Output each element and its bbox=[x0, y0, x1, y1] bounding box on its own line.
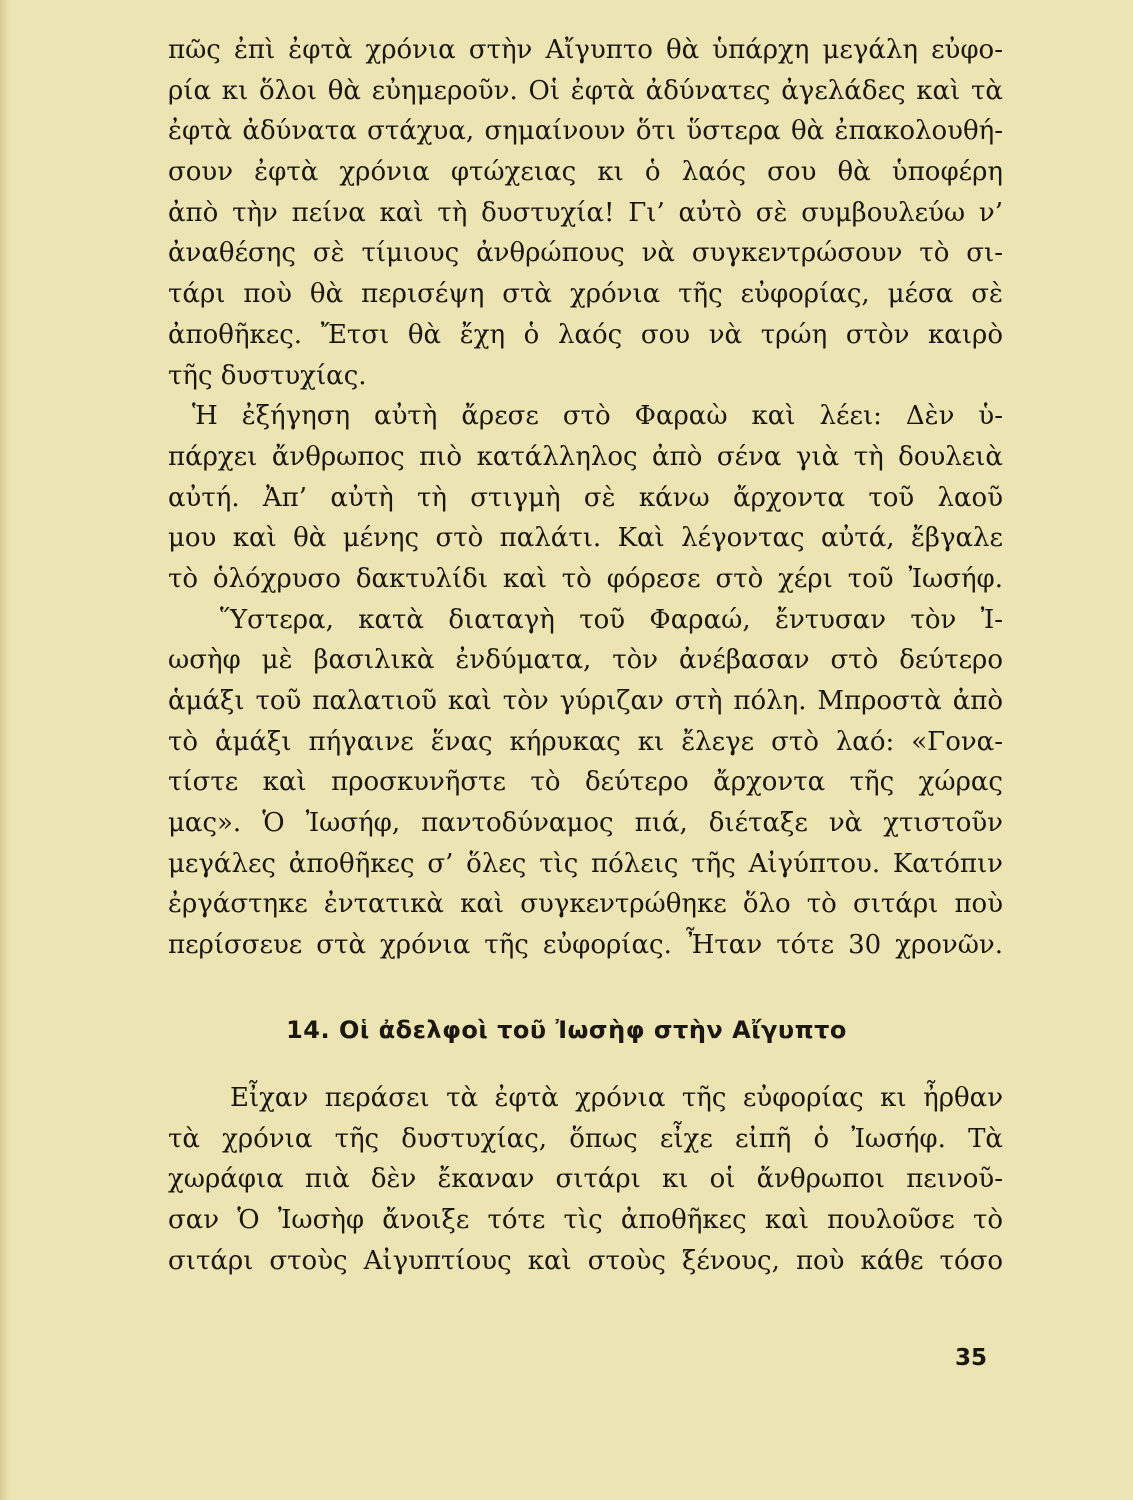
text-line: σουν ἐφτὰ χρόνια φτώχειας κι ὁ λαός σου θὰ ὑποφέρη bbox=[168, 157, 1003, 188]
text-line: αὐτή. Ἀπ’ αὐτὴ τὴ στιγμὴ σὲ κάνω ἄρχοντα τοῦ λαοῦ bbox=[168, 482, 1003, 513]
text-line: τάρι ποὺ θὰ περισέψη στὰ χρόνια τῆς εὐφορίας, μέσα σὲ bbox=[168, 279, 1003, 310]
text-line: ἀπὸ τὴν πείνα καὶ τὴ δυστυχία! Γι’ αὐτὸ σὲ συμβουλεύω ν’ bbox=[168, 197, 1003, 228]
page-number: 35 bbox=[955, 1345, 988, 1371]
text-line: σαν Ὁ Ἰωσὴφ ἄνοιξε τότε τὶς ἀποθῆκες καὶ πουλοῦσε τὸ bbox=[168, 1205, 1003, 1236]
text-line: σιτάρι στοὺς Αἰγυπτίους καὶ στοὺς ξένους, ποὺ κάθε τόσο bbox=[168, 1245, 1003, 1276]
text-line: ωσὴφ μὲ βασιλικὰ ἐνδύματα, τὸν ἀνέβασαν στὸ δεύτερο bbox=[168, 645, 1003, 676]
body-text-bottom bbox=[168, 1078, 1003, 1281]
text-line: ἁμάξι τοῦ παλατιοῦ καὶ τὸν γύριζαν στὴ πόλη. Μπροστὰ ἀπὸ bbox=[168, 686, 1003, 716]
text-line: ρία κι ὅλοι θὰ εὐημεροῦν. Οἱ ἐφτὰ ἀδύνατες ἀγελάδες καὶ τὰ bbox=[168, 75, 1003, 106]
chapter-heading: 14. Οἱ ἀδελφοὶ τοῦ Ἰωσὴφ στὴν Αἴγυπτο bbox=[286, 1016, 847, 1044]
text-line: περίσσευε στὰ χρόνια τῆς εὐφορίας. Ἦταν τότε 30 χρονῶν. bbox=[168, 930, 1003, 961]
text-line: τῆς δυστυχίας. bbox=[168, 360, 367, 391]
text-line: μεγάλες ἀποθῆκες σ’ ὅλες τὶς πόλεις τῆς Αἰγύπτου. Κατόπιν bbox=[168, 848, 1003, 879]
text-line: τίστε καὶ προσκυνῆστε τὸ δεύτερο ἄρχοντα τῆς χώρας bbox=[168, 767, 1003, 798]
text-line: χωράφια πιὰ δὲν ἔκαναν σιτάρι κι οἱ ἄνθρωποι πεινοῦ- bbox=[168, 1164, 1003, 1195]
text-line: τὸ ὁλόχρυσο δακτυλίδι καὶ τὸ φόρεσε στὸ χέρι τοῦ Ἰωσήφ. bbox=[168, 563, 1003, 594]
text-line: τὰ χρόνια τῆς δυστυχίας, ὅπως εἶχε εἰπῆ ὁ Ἰωσήφ. Τὰ bbox=[168, 1123, 1003, 1154]
page-edge-shadow bbox=[0, 0, 10, 1500]
text-line: πάρχει ἄνθρωπος πιὸ κατάλληλος ἀπὸ σένα γιὰ τὴ δουλειὰ bbox=[168, 441, 1003, 472]
paragraph-start-line: Ἡ ἐξήγηση αὐτὴ ἄρεσε στὸ Φαραὼ καὶ λέει: Δὲν ὑ- bbox=[192, 401, 1003, 432]
paragraph-start-line: Ὕστερα, κατὰ διαταγὴ τοῦ Φαραώ, ἔντυσαν τὸν Ἰ- bbox=[220, 604, 1003, 635]
text-line: μας». Ὁ Ἰωσήφ, παντοδύναμος πιά, διέταξε νὰ χτιστοῦν bbox=[168, 808, 1003, 839]
body-text-top bbox=[168, 30, 1003, 966]
text-line: πῶς ἐπὶ ἐφτὰ χρόνια στὴν Αἴγυπτο θὰ ὑπάρχη μεγάλη εὐφο- bbox=[168, 35, 1003, 65]
text-line: ἀναθέσης σὲ τίμιους ἀνθρώπους νὰ συγκεντρώσουν τὸ σι- bbox=[168, 238, 1003, 269]
paragraph-start-line: Εἶχαν περάσει τὰ ἐφτὰ χρόνια τῆς εὐφορίας κι ἦρθαν bbox=[230, 1083, 1003, 1113]
text-line: μου καὶ θὰ μένης στὸ παλάτι. Καὶ λέγοντας αὐτά, ἔβγαλε bbox=[168, 523, 1003, 554]
text-line: ἀποθῆκες. Ἔτσι θὰ ἔχη ὁ λαός σου νὰ τρώη στὸν καιρὸ bbox=[168, 319, 1003, 350]
text-line: ἐφτὰ ἀδύνατα στάχυα, σημαίνουν ὅτι ὕστερα θὰ ἐπακολουθή- bbox=[168, 116, 1003, 147]
text-line: τὸ ἁμάξι πήγαινε ἕνας κήρυκας κι ἔλεγε στὸ λαό: «Γονα- bbox=[168, 726, 1003, 757]
text-line: ἐργάστηκε ἐντατικὰ καὶ συγκεντρώθηκε ὅλο τὸ σιτάρι ποὺ bbox=[168, 889, 1003, 920]
